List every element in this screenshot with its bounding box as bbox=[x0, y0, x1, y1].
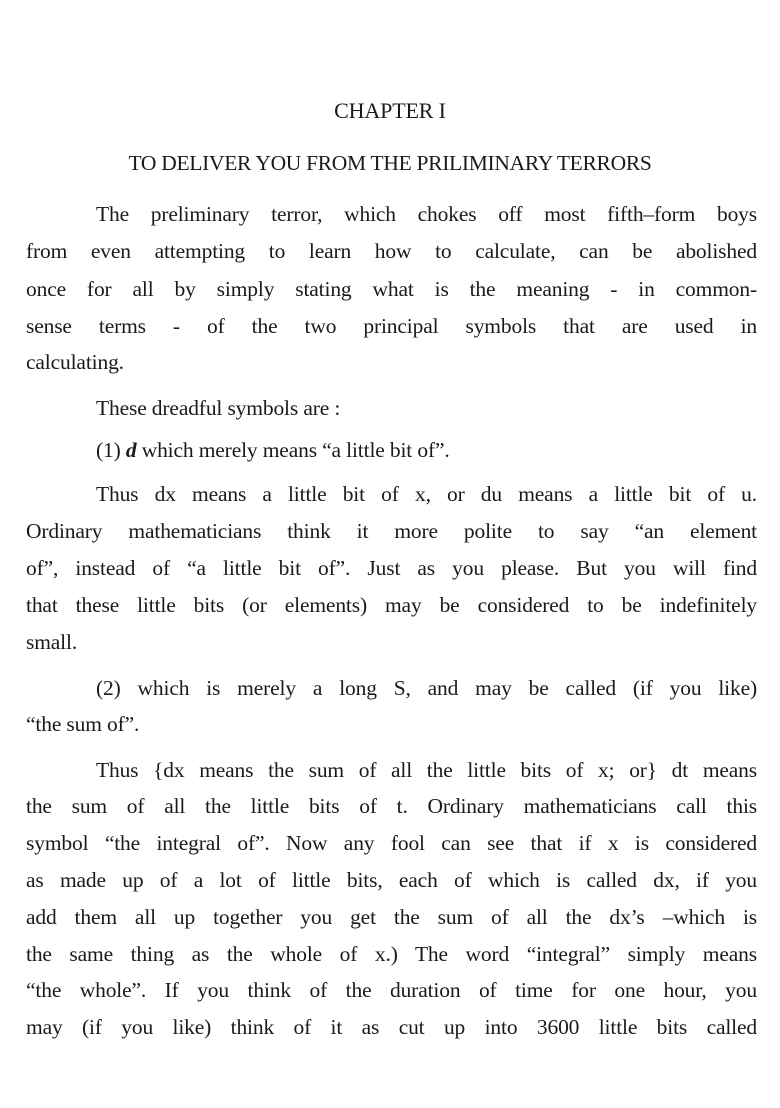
text-line: calculating. bbox=[26, 350, 124, 374]
text-line: may (if you like) think of it as cut up into 3600 little bits called bbox=[26, 1015, 757, 1039]
text-line: symbol “the integral of”. Now any fool can see that if x is considered bbox=[26, 831, 757, 855]
text-line: (2) which is merely a long S, and may be called (if you like) bbox=[96, 676, 757, 700]
text-line: from even attempting to learn how to calculate, can be abolished bbox=[26, 239, 757, 263]
item-text: which merely means “a little bit of”. bbox=[141, 438, 450, 462]
text-line: The preliminary terror, which chokes off most fifth–form boys bbox=[96, 202, 757, 226]
chapter-heading: CHAPTER I bbox=[334, 98, 446, 123]
paragraph-3 bbox=[96, 436, 757, 464]
text-line: of”, instead of “a little bit of”. Just as you please. But you will find bbox=[26, 556, 757, 580]
text-line: that these little bits (or elements) may be considered to be indefinitely bbox=[26, 593, 757, 617]
symbol-d: d bbox=[125, 438, 137, 462]
chapter-title: TO DELIVER YOU FROM THE PRILIMINARY TERRORS bbox=[128, 151, 652, 175]
text-line: the same thing as the whole of x.) The word “integral” simply means bbox=[26, 942, 757, 966]
paragraph-2: These dreadful symbols are : bbox=[96, 396, 341, 420]
text-line: Thus dx means a little bit of x, or du means a little bit of u. bbox=[96, 482, 757, 506]
text-line: “the sum of”. bbox=[26, 712, 140, 736]
text-line: Ordinary mathematicians think it more polite to say “an element bbox=[26, 519, 757, 543]
text-line: sense terms - of the two principal symbols that are used in bbox=[26, 314, 757, 338]
text-line: once for all by simply stating what is the meaning - in common- bbox=[26, 277, 757, 301]
text-line: Thus {dx means the sum of all the little bits of x; or} dt means bbox=[96, 758, 757, 782]
text-line: add them all up together you get the sum of all the dx’s –which is bbox=[26, 905, 757, 929]
text-line: the sum of all the little bits of t. Ordinary mathematicians call this bbox=[26, 794, 757, 818]
text-line: as made up of a lot of little bits, each of which is called dx, if you bbox=[26, 868, 757, 892]
text-line: small. bbox=[26, 630, 78, 654]
item-number: (1) bbox=[96, 438, 121, 462]
text-line: “the whole”. If you think of the duration of time for one hour, you bbox=[26, 978, 757, 1002]
